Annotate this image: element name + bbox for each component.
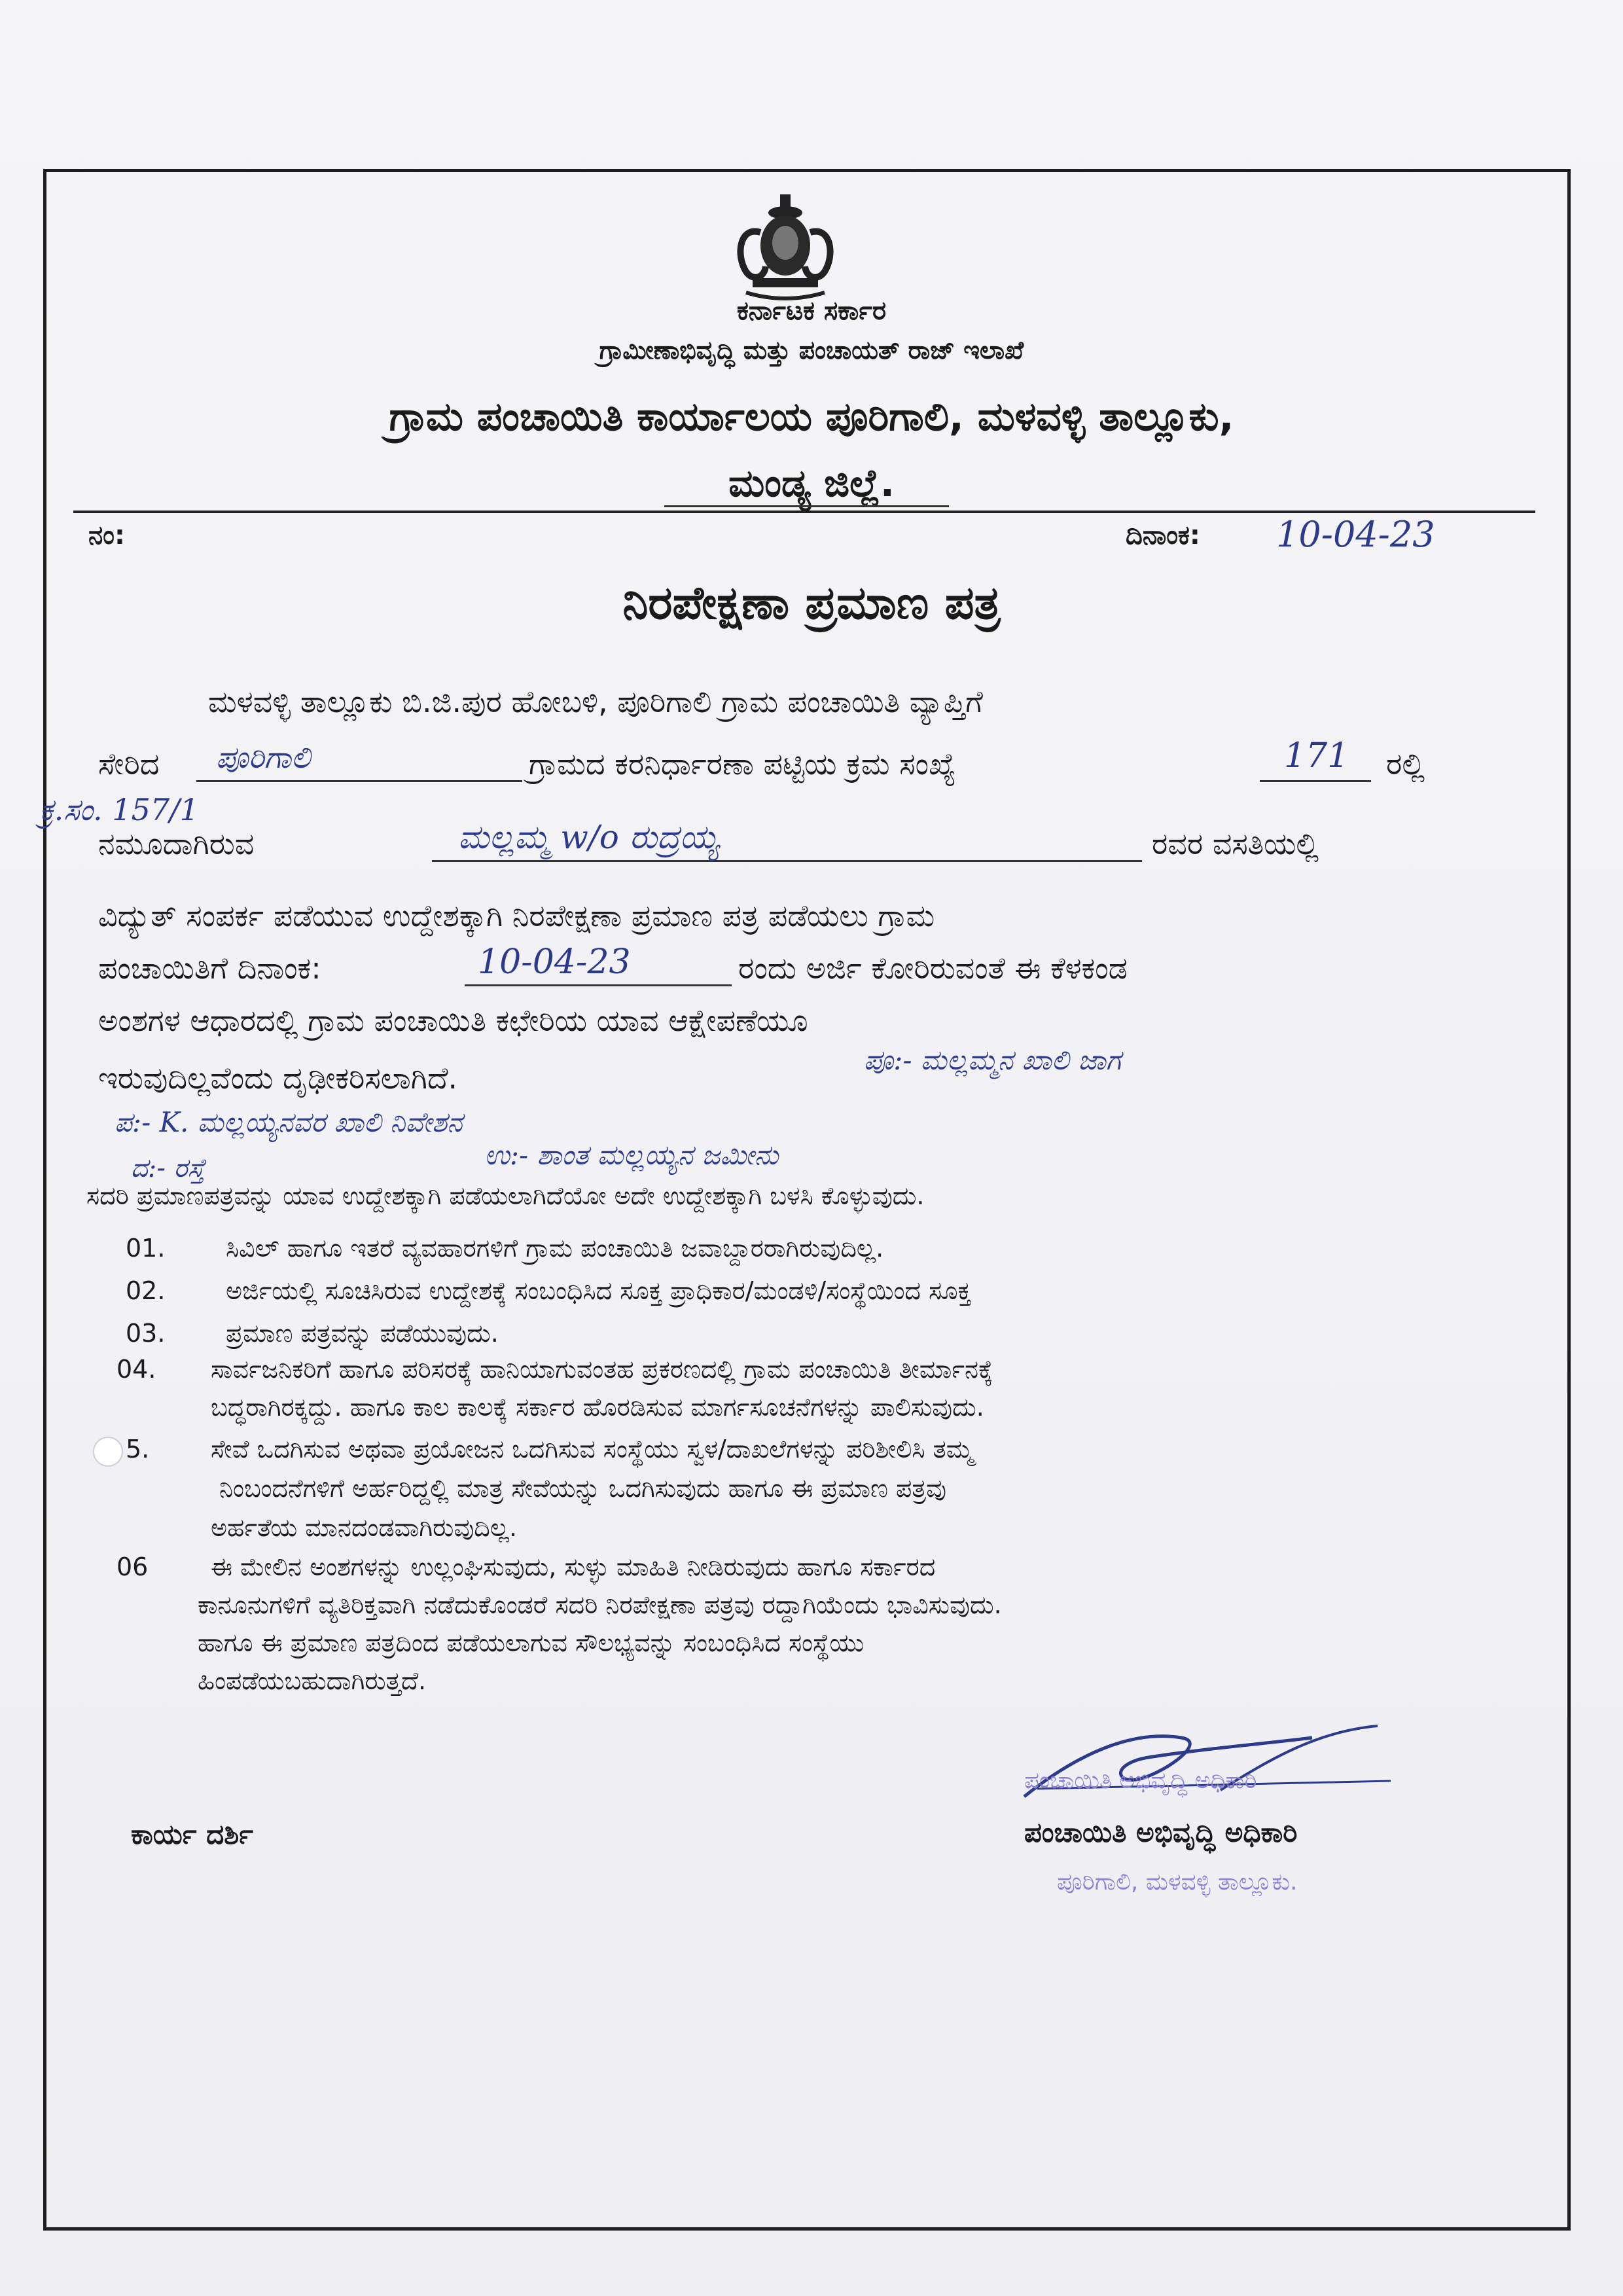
condition-text: ಹಿಂಪಡೆಯಬಹುದಾಗಿರುತ್ತದೆ. (198, 1666, 427, 1695)
body-line-3a: ನಮೂದಾಗಿರುವ (98, 826, 255, 861)
body-line-6: ಅಂಶಗಳ ಆಧಾರದಲ್ಲಿ ಗ್ರಾಮ ಪಂಚಾಯಿತಿ ಕಛೇರಿಯ ಯಾವ ಆಕ್ಷೇಪಣೆಯೂ (98, 1003, 808, 1038)
application-date-blank (465, 984, 732, 986)
office-stamp-line2: ಪೂರಿಗಾಲಿ, ಮಳವಳ್ಳಿ ತಾಲ್ಲೂಕು. (1057, 1869, 1298, 1895)
condition-text: ಕಾನೂನುಗಳಿಗೆ ವ್ಯತಿರಿಕ್ತವಾಗಿ ನಡೆದುಕೊಂಡರೆ ಸದರಿ ನಿರಪೇಕ್ಷಣಾ ಪತ್ರವು ರದ್ದಾಗಿಯೆಂದು ಭಾವಿಸುವುದು. (198, 1590, 1002, 1619)
condition-text: ಪ್ರಮಾಣ ಪತ್ರವನ್ನು ಪಡೆಯುವುದು. (226, 1319, 499, 1348)
office-stamp-line1: ಪಂಚಾಯಿತಿ ಅಭಿವೃದ್ಧಿ ಅಧಿಕಾರಿ (1024, 1767, 1257, 1794)
body-line-5b: ರಂದು ಅರ್ಜಿ ಕೋರಿರುವಂತೆ ಈ ಕೆಳಕಂಡ (738, 950, 1128, 986)
government-name: ಕರ್ನಾಟಕ ಸರ್ಕಾರ (736, 296, 887, 326)
condition-text: ಈ ಮೇಲಿನ ಅಂಶಗಳನ್ನು ಉಲ್ಲಂಘಿಸುವುದು, ಸುಳ್ಳು ಮಾಹಿತಿ ನೀಡಿರುವುದು ಹಾಗೂ ಸರ್ಕಾರದ (211, 1552, 936, 1581)
condition-number: 5. (126, 1435, 150, 1463)
condition-text: ಅರ್ಜಿಯಲ್ಲಿ ಸೂಚಿಸಿರುವ ಉದ್ದೇಶಕ್ಕೆ ಸಂಬಂಧಿಸಿದ ಸೂಕ್ತ ಪ್ರಾಧಿಕಾರ/ಮಂಡಳಿ/ಸಂಸ್ಥೆಯಿಂದ ಸೂಕ್ತ (226, 1276, 971, 1305)
office-name-line2: ಮಂಡ್ಯ ಜಿಲ್ಲೆ. (728, 461, 895, 505)
department-name: ಗ್ರಾಮೀಣಾಭಿವೃದ್ಧಿ ಮತ್ತು ಪಂಚಾಯತ್ ರಾಜ್ ಇಲಾಖೆ (599, 336, 1024, 365)
condition-text: ನಿಂಬಂದನೆಗಳಿಗೆ ಅರ್ಹರಿದ್ದಲ್ಲಿ ಮಾತ್ರ ಸೇವೆಯನ್ನು ಒದಗಿಸುವುದು ಹಾಗೂ ಈ ಪ್ರಮಾಣ ಪತ್ರವು (219, 1474, 947, 1503)
condition-text: ಸಾರ್ವಜನಿಕರಿಗೆ ಹಾಗೂ ಪರಿಸರಕ್ಕೆ ಹಾನಿಯಾಗುವಂತಹ ಪ್ರಕರಣದಲ್ಲಿ ಗ್ರಾಮ ಪಂಚಾಯಿತಿ ತೀರ್ಮಾನಕ್ಕೆ (211, 1355, 993, 1384)
condition-text: ಸಿವಿಲ್ ಹಾಗೂ ಇತರೆ ವ್ಯವಹಾರಗಳಿಗೆ ಗ್ರಾಮ ಪಂಚಾಯಿತಿ ಜವಾಬ್ದಾರರಾಗಿರುವುದಿಲ್ಲ. (226, 1234, 884, 1263)
boundary-north-handwritten: ಉ:- ಶಾಂತ ಮಲ್ಲಯ್ಯನ ಜಮೀನು (484, 1139, 779, 1171)
boundary-east-handwritten: ಪೂ:- ಮಲ್ಲಮ್ಮನ ಖಾಲಿ ಜಾಗ (864, 1044, 1121, 1076)
header-divider (73, 511, 1535, 513)
secretary-signature-label: ಕಾರ್ಯ ದರ್ಶಿ (131, 1818, 253, 1850)
boundary-south-handwritten: ದ:- ರಸ್ತೆ (131, 1153, 205, 1183)
body-line-2b: ಗ್ರಾಮದ ಕರನಿರ್ಧಾರಣಾ ಪಟ್ಟಿಯ ಕ್ರಮ ಸಂಖ್ಯೆ (529, 746, 956, 781)
condition-text: ಸೇವೆ ಒದಗಿಸುವ ಅಥವಾ ಪ್ರಯೋಜನ ಒದಗಿಸುವ ಸಂಸ್ಥೆಯು ಸ್ವಳ/ದಾಖಲೆಗಳನ್ನು ಪರಿಶೀಲಿಸಿ ತಮ್ಮ (211, 1435, 974, 1463)
office-underline (664, 505, 949, 507)
boundary-west-handwritten: ಪ:- K. ಮಲ್ಲಯ್ಯನವರ ಖಾಲಿ ನಿವೇಶನ (115, 1106, 463, 1138)
name-blank (432, 860, 1142, 862)
body-line-3b: ರವರ ವಸತಿಯಲ್ಲಿ (1152, 826, 1319, 861)
serial-handwritten: 171 (1284, 736, 1349, 776)
body-line-1: ಮಳವಳ್ಳಿ ತಾಲ್ಲೂಕು ಬಿ.ಜಿ.ಪುರ ಹೋಬಳಿ, ಪೂರಿಗಾಲಿ ಗ್ರಾಮ ಪಂಚಾಯಿತಿ ವ್ಯಾಪ್ತಿಗೆ (208, 684, 983, 719)
officer-signature-icon (1011, 1718, 1404, 1810)
body-line-4: ವಿದ್ಯುತ್ ಸಂಪರ್ಕ ಪಡೆಯುವ ಉದ್ದೇಶಕ್ಕಾಗಿ ನಿರಪೇಕ್ಷಣಾ ಪ್ರಮಾಣ ಪತ್ರ ಪಡೆಯಲು ಗ್ರಾಮ (98, 898, 935, 933)
village-blank (196, 780, 522, 782)
punch-hole-mark (93, 1437, 123, 1467)
body-line-2a: ಸೇರಿದ (98, 746, 160, 781)
condition-number: 02. (126, 1276, 166, 1305)
date-value: 10-04-23 (1276, 514, 1435, 555)
usage-note: ಸದರಿ ಪ್ರಮಾಣಪತ್ರವನ್ನು ಯಾವ ಉದ್ದೇಶಕ್ಕಾಗಿ ಪಡೆಯಲಾಗಿದೆಯೋ ಅದೇ ಉದ್ದೇಶಕ್ಕಾಗಿ ಬಳಸಿ ಕೊಳ್ಳುವುದು. (86, 1181, 925, 1210)
body-line-2c: ರಲ್ಲಿ (1386, 746, 1425, 781)
condition-number: 01. (126, 1234, 166, 1263)
condition-text: ಬದ್ಧರಾಗಿರಕ್ಕದ್ದು. ಹಾಗೂ ಕಾಲ ಕಾಲಕ್ಕೆ ಸರ್ಕಾರ ಹೊರಡಿಸುವ ಮಾರ್ಗಸೂಚನೆಗಳನ್ನು ಪಾಲಿಸುವುದು. (211, 1393, 984, 1422)
office-name-line1: ಗ್ರಾಮ ಪಂಚಾಯಿತಿ ಕಾರ್ಯಾಲಯ ಪೂರಿಗಾಲಿ, ಮಳವಳ್ಳಿ ತಾಲ್ಲೂಕು, (389, 394, 1234, 440)
name-handwritten: ಮಲ್ಲಮ್ಮ w/o ರುದ್ರಯ್ಯ (458, 818, 720, 856)
certificate-title: ನಿರಪೇಕ್ಷಣಾ ಪ್ರಮಾಣ ಪತ್ರ (622, 576, 1001, 630)
condition-text: ಹಾಗೂ ಈ ಪ್ರಮಾಣ ಪತ್ರದಿಂದ ಪಡೆಯಲಾಗುವ ಸೌಲಭ್ಯವನ್ನು ಸಂಬಂಧಿಸಿದ ಸಂಸ್ಥೆಯು (198, 1628, 865, 1657)
margin-number-handwritten: ಕ್ರ.ಸಂ. 157/1 (39, 792, 199, 827)
reference-number-label: ನಂ: (88, 520, 125, 550)
condition-number: 06 (116, 1552, 149, 1581)
pdo-signature-label: ಪಂಚಾಯಿತಿ ಅಭಿವೃದ್ಧಿ ಅಧಿಕಾರಿ (1024, 1816, 1298, 1848)
village-handwritten: ಪೂರಿಗಾಲಿ (216, 740, 311, 775)
date-label: ದಿನಾಂಕ: (1126, 520, 1200, 550)
condition-number: 04. (116, 1355, 156, 1384)
serial-blank (1260, 780, 1371, 782)
condition-text: ಅರ್ಹತೆಯ ಮಾನದಂಡವಾಗಿರುವುದಿಲ್ಲ. (211, 1513, 518, 1542)
state-emblem-icon (726, 193, 844, 301)
body-line-5a: ಪಂಚಾಯಿತಿಗೆ ದಿನಾಂಕ: (98, 950, 321, 986)
condition-number: 03. (126, 1319, 166, 1348)
application-date-handwritten: 10-04-23 (478, 942, 631, 982)
body-line-7: ಇರುವುದಿಲ್ಲವೆಂದು ದೃಢೀಕರಿಸಲಾಗಿದೆ. (98, 1060, 458, 1096)
